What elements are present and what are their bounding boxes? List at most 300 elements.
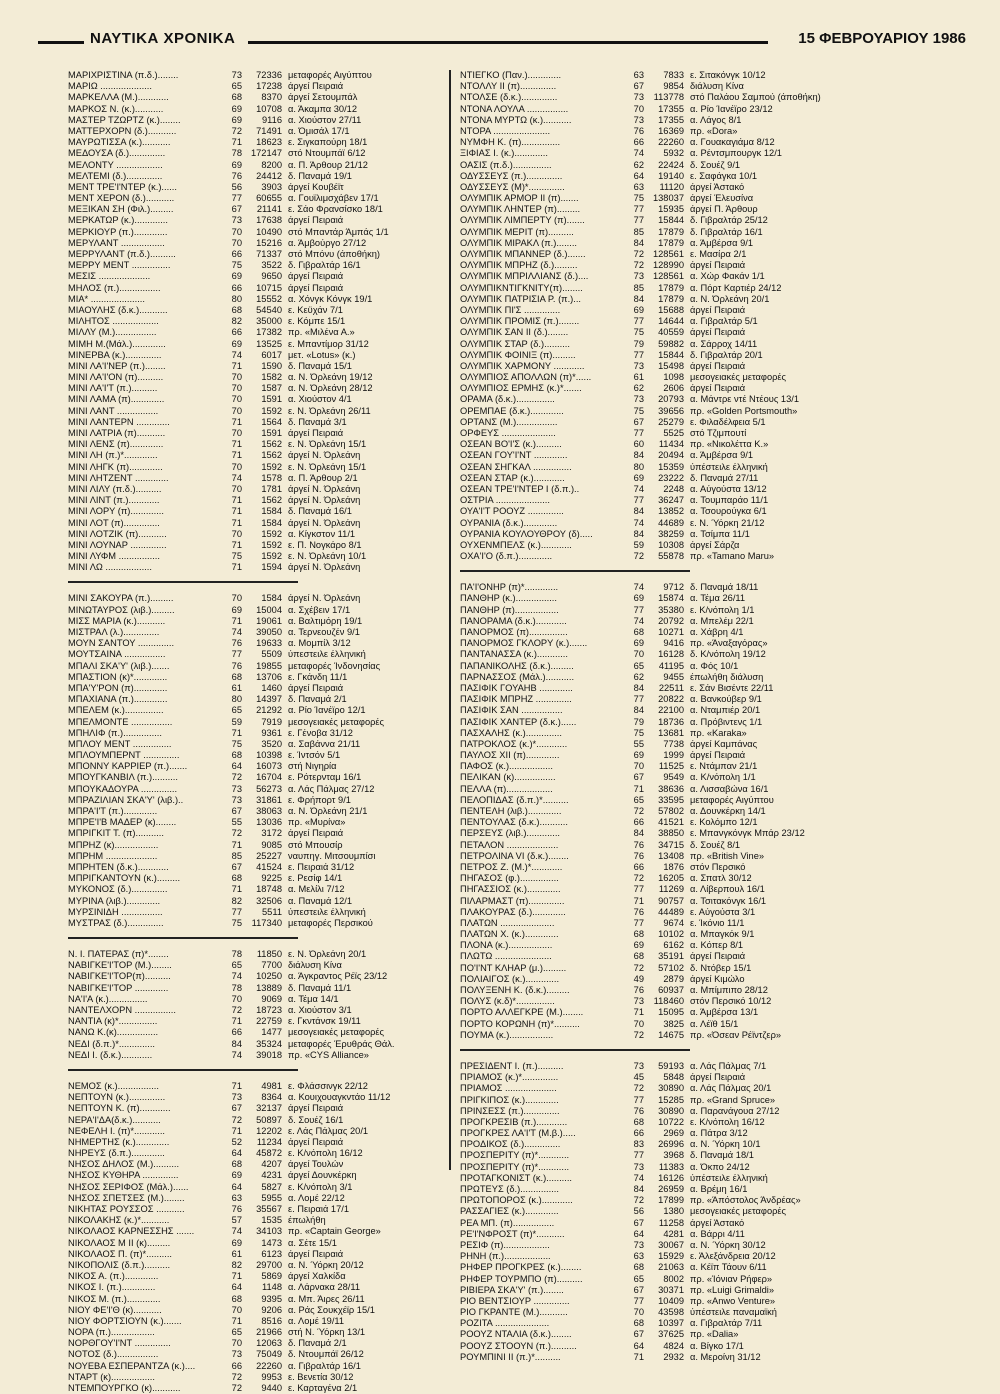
ship-status: άργεί Πειραιά [690, 260, 746, 271]
build-year: 62 [633, 383, 644, 394]
ship-name: ΠΡΙΑΜΟΣ (κ.)*.............. [460, 1072, 559, 1083]
tonnage: 44489 [658, 906, 684, 917]
ship-name: ΝΤΟΛΛΥ ΙΙ (π).............. [460, 81, 557, 92]
build-year: 67 [633, 416, 644, 427]
ship-status: μεταφορές Περσικού [288, 917, 373, 928]
build-year: 73 [231, 215, 242, 226]
build-year: 67 [231, 204, 242, 215]
ship-row [68, 1170, 468, 1181]
ship-row [68, 971, 468, 982]
ship-row [68, 1103, 468, 1114]
ship-status: ε. Ν. Όρλεάνη 26/11 [288, 405, 371, 416]
ship-row [460, 661, 870, 672]
ship-name: ΟΛΥΜΠΙΟΣ ΑΠΟΛΛΩΝ (π)*...... [460, 372, 592, 383]
ship-status: α. Γιβραλτάρ 16/1 [288, 1360, 361, 1371]
ship-row [460, 605, 870, 616]
tonnage: 1148 [262, 1282, 282, 1293]
build-year: 68 [633, 951, 644, 962]
tonnage: 10308 [658, 539, 684, 550]
tonnage: 5848 [663, 1072, 684, 1083]
build-year: 77 [633, 884, 644, 895]
ship-status: άργεί Πειραιά [288, 828, 344, 839]
ship-row [68, 672, 468, 683]
ship-status: άργεί Καμπάνας [690, 738, 758, 749]
ship-status: α. Πάτρα 3/12 [690, 1128, 748, 1139]
tonnage: 17355 [658, 114, 684, 125]
ship-row [460, 1007, 870, 1018]
ship-name: ΠΑΝΘΗΡ (π)................. [460, 604, 559, 615]
tonnage: 4207 [261, 1159, 282, 1170]
tonnage: 18623 [256, 137, 282, 148]
ship-status: άργεί Πειραιά [690, 1072, 746, 1083]
build-year: 71 [231, 1315, 242, 1326]
ship-status: α. Ν. Όρλεάνη 20/1 [690, 293, 770, 304]
ship-status: ε. Μπαντίμορ 31/12 [288, 338, 369, 349]
build-year: 68 [231, 304, 242, 315]
build-year: 85 [633, 226, 644, 237]
header-rule-mid [248, 41, 768, 44]
tonnage: 13036 [256, 817, 282, 828]
tonnage: 1584 [261, 506, 282, 517]
ship-status: έπωλήθη διάλυση [690, 671, 764, 682]
ship-row [68, 1182, 468, 1193]
ship-row [68, 394, 468, 405]
ship-status: α. Άμβέρσα 9/1 [690, 237, 753, 248]
tonnage: 1592 [261, 461, 282, 472]
tonnage: 8516 [261, 1315, 282, 1326]
build-year: 69 [231, 159, 242, 170]
build-year: 71 [231, 360, 242, 371]
build-year: 85 [633, 282, 644, 293]
ship-status: άργεί Πειραιά [288, 428, 344, 438]
build-year: 69 [633, 593, 644, 604]
ship-status: α. Μελίλι 7/12 [288, 884, 345, 895]
ship-status: α. Π. Άρθουρ 21/12 [288, 159, 368, 170]
ship-row [460, 918, 870, 929]
tonnage: 18736 [658, 716, 684, 727]
tonnage: 15004 [256, 604, 282, 615]
ship-row [460, 1296, 870, 1307]
tonnage: 38850 [658, 828, 684, 839]
tonnage: 9069 [261, 993, 282, 1004]
ship-row [460, 260, 870, 271]
ship-status: ε. Γκάνδη 11/1 [288, 671, 348, 682]
build-year: 75 [633, 727, 644, 738]
ship-row [68, 649, 468, 660]
ship-name: ΝΙΚΟΣ Ι. (π.)............. [68, 1282, 156, 1293]
build-year: 67 [231, 1103, 242, 1114]
build-year: 74 [231, 1049, 242, 1060]
ship-name: ΡΟΥΜΠΙΝΙ ΙΙ (π.)*.......... [460, 1351, 561, 1362]
tonnage: 44689 [658, 517, 684, 528]
tonnage: 71337 [256, 249, 282, 259]
ship-name: ΟΛΥΜΠΙΚ ΜΠΡΙΛΛΙΑΝΣ (δ.).... [460, 271, 589, 282]
ship-row [460, 1240, 870, 1251]
ship-row [460, 339, 870, 350]
build-year: 84 [633, 705, 644, 716]
ship-status: άργεί Άστακό [690, 181, 745, 192]
tonnage: 36247 [658, 495, 684, 506]
tonnage: 9206 [261, 1304, 282, 1315]
ship-status: στόν Περσικό [690, 861, 746, 872]
ship-name: ΟΛΥΜΠΙΚ ΠΙ'Σ .............. [460, 304, 561, 315]
build-year: 64 [231, 761, 242, 772]
tonnage: 9361 [261, 727, 282, 738]
ship-status: άργεί Πειραιά [288, 682, 344, 693]
tonnage: 2932 [663, 1351, 684, 1362]
ship-row [68, 529, 468, 540]
tonnage: 43598 [658, 1307, 684, 1318]
tonnage: 9225 [261, 873, 282, 884]
ship-name: ΜΙΝΙ ΛΟΡΥ (π)............. [68, 506, 164, 517]
ship-list-block [460, 582, 870, 1041]
ship-status: πρ. «Grand Spruce» [690, 1094, 776, 1105]
ship-row [460, 126, 870, 137]
ship-status: ε. Γκντάνσκ 19/11 [288, 1016, 361, 1027]
build-year: 70 [231, 461, 242, 472]
tonnage: 30371 [658, 1284, 684, 1295]
tonnage: 16205 [658, 873, 684, 884]
ship-name: ΝΤΙΕΓΚΟ (Παν.)............. [460, 70, 562, 80]
ship-status: α. Μπ. Άιρες 26/11 [288, 1293, 365, 1304]
tonnage: 1582 [261, 372, 282, 383]
tonnage: 50897 [256, 1114, 282, 1125]
ship-name: ΜΙΜΗ Μ.(Μάλ.)............. [68, 338, 166, 349]
ship-name: ΜΙΝΙ ΛΕΝΣ (π)............. [68, 439, 164, 450]
tonnage: 5525 [663, 428, 684, 438]
tonnage: 56273 [256, 783, 282, 794]
tonnage: 11850 [256, 949, 282, 960]
build-year: 71 [231, 506, 242, 517]
ship-name: ΟΣΕΑΝ ΒΟ'Ι'Σ (κ.).......... [460, 439, 562, 450]
ship-status: α. Τσίμπα 11/1 [690, 528, 750, 539]
ship-name: ΜΕΛΟΝΤΥ .................. [68, 159, 163, 170]
ship-name: ΜΕΡΚΙΟΥΡ (π.)............. [68, 226, 168, 237]
ship-name: ΜΕΡΚΑΤΩΡ (κ.)............. [68, 215, 168, 226]
ship-name: ΜΕΔΟΥΣΑ (δ.).............. [68, 148, 166, 159]
tonnage: 15216 [256, 237, 282, 248]
build-year: 79 [633, 338, 644, 349]
build-year: 77 [633, 917, 644, 928]
ship-name: ΝΙΚΟΛΑΚΗΣ (κ.)*........... [68, 1215, 170, 1226]
ship-name: ΜΑΡΙΧΡΙΣΤΙΝΑ (π.δ.)........ [68, 70, 179, 80]
ship-row [460, 806, 870, 817]
ship-name: ΠΙΛΑΡΜΑΣΤ (π).............. [460, 895, 565, 906]
tonnage: 15359 [658, 461, 684, 472]
ship-name: ΝΟΡΘΓΟΥ'Ι'ΝΤ .............. [68, 1338, 171, 1349]
tonnage: 72336 [256, 70, 282, 80]
ship-status: α. Παναμά 12/1 [288, 895, 353, 906]
tonnage: 10397 [658, 1318, 684, 1329]
build-year: 64 [231, 1181, 242, 1192]
ship-row [68, 851, 468, 862]
tonnage: 15874 [658, 593, 684, 604]
tonnage: 12063 [256, 1338, 282, 1349]
ship-name: ΠΡΟΣΠΕΡΙΤΥ (π)*............ [460, 1161, 570, 1172]
build-year: 68 [633, 1262, 644, 1273]
tonnage: 14397 [256, 694, 282, 705]
ship-row [68, 1039, 468, 1050]
ship-status: ε. Ρότερνταμ 16/1 [288, 772, 362, 783]
build-year: 76 [633, 1105, 644, 1116]
tonnage: 39656 [658, 405, 684, 416]
build-year: 71 [231, 539, 242, 550]
tonnage: 2969 [663, 1128, 684, 1139]
tonnage: 1781 [261, 483, 282, 494]
build-year: 84 [633, 1184, 644, 1194]
build-year: 71 [231, 137, 242, 148]
ship-status: άργεί Πειραιά [288, 81, 344, 92]
tonnage: 13408 [658, 850, 684, 861]
tonnage: 1587 [261, 383, 282, 394]
tonnage: 39018 [256, 1049, 282, 1060]
ship-row [68, 327, 468, 338]
ship-row [68, 1215, 468, 1226]
ship-status: άργεί Χαλκίδα [288, 1271, 346, 1282]
ship-name: ΜΠΡΙΓΚΙΤ Τ. (π)........... [68, 828, 164, 839]
ship-name: ΟΥΡΑΝΙΑ ΚΟΥΛΟΥΘΡΟΥ (δ)..... [460, 528, 593, 539]
ship-row [460, 1251, 870, 1262]
ship-name: ΜΥΚΟΝΟΣ (δ.).............. [68, 884, 168, 895]
ship-name: ΜΙΑΟΥΛΗΣ (δ.κ.)........... [68, 304, 168, 315]
ship-status: στό Παλάου Σαμπού (άποθήκη) [690, 92, 821, 103]
ship-status: πρ. «Anwo Venture» [690, 1295, 776, 1306]
tonnage: 2606 [663, 383, 684, 394]
build-year: 64 [231, 1148, 242, 1159]
ship-row [68, 728, 468, 739]
ship-status: α. Πόρτ Καρτιέρ 24/12 [690, 282, 782, 293]
ship-name: ΟΣΕΑΝ ΣΤΑΡ (κ.)............ [460, 472, 565, 483]
tonnage: 5509 [261, 649, 282, 660]
ship-status: ύπέστειλε έλληνική [690, 1172, 768, 1183]
ship-row [68, 551, 468, 562]
tonnage: 3522 [261, 260, 282, 271]
tonnage: 1592 [261, 539, 282, 550]
tonnage: 15498 [658, 360, 684, 371]
ship-name: ΠΡΙΝΣΕΣΣ (π.).............. [460, 1105, 560, 1116]
ship-status: μεταφορές Αιγύπτου [690, 794, 774, 805]
ship-status: α. Φός 10/1 [690, 660, 739, 671]
ship-name: ΠΡΟΤΑΓΚΟΝΙΣΤ (κ.).......... [460, 1172, 572, 1183]
tonnage: 19633 [256, 638, 282, 649]
right-column [460, 70, 870, 1363]
ship-status: δ. Κ/νόπολη 19/12 [690, 649, 766, 660]
ship-status: ναυπηγ. Μιτσουμπίσι [288, 850, 376, 861]
build-year: 75 [633, 327, 644, 338]
ship-name: ΠΕΤΡΟΛΙΝΑ VI (δ.κ.)........ [460, 850, 569, 861]
ship-status: ε. Κ/νόπολη 3/1 [288, 1181, 353, 1192]
ship-row [68, 215, 468, 226]
ship-name: ΠΑΥΛΟΣ XII (π)............. [460, 750, 560, 761]
tonnage: 9395 [261, 1293, 282, 1304]
build-year: 77 [231, 906, 242, 917]
ship-list-block [460, 1061, 870, 1363]
ship-row [460, 638, 870, 649]
tonnage: 7919 [261, 716, 282, 727]
ship-row [68, 705, 468, 716]
ship-status: α. Τουμπαράο 11/1 [690, 495, 769, 506]
build-year: 74 [231, 349, 242, 360]
ship-status: α. Χόνγκ Κόνγκ 19/1 [288, 293, 373, 304]
ship-name: ΟΥΧΕΝΜΠΕΛΣ (κ.)............ [460, 539, 572, 550]
ship-row [68, 1115, 468, 1126]
tonnage: 9440 [261, 1383, 282, 1393]
ship-name: ΠΕΛΟΠΙΔΑΣ (δ.π.)*.......... [460, 794, 569, 805]
tonnage: 30890 [658, 1083, 684, 1094]
ship-row [68, 638, 468, 649]
build-year: 71 [231, 615, 242, 626]
ship-row [460, 115, 870, 126]
ship-name: ΜΙΛΗΤΟΣ .................. [68, 316, 159, 327]
ship-row [68, 627, 468, 638]
tonnage: 9116 [262, 114, 282, 125]
ship-row [460, 439, 870, 450]
ship-status: α. Άγκραντος Ρέϊς 23/12 [288, 971, 388, 982]
ship-status: α. Χιούστον 3/1 [288, 1005, 352, 1015]
ship-row [460, 361, 870, 372]
tonnage: 38259 [658, 528, 684, 539]
ship-status: ε. Ν. Όρλεάνη 10/1 [288, 551, 367, 562]
build-year: 72 [231, 1005, 242, 1015]
ship-row [460, 761, 870, 772]
tonnage: 11383 [658, 1161, 684, 1172]
ship-status: πρ. «British Vine» [690, 850, 765, 861]
tonnage: 22424 [658, 159, 684, 170]
tonnage: 16704 [256, 772, 282, 783]
build-year: 69 [231, 338, 242, 349]
ship-name: ΡΙΟ ΒΕΝΤΣΙΟΥΡ .............. [460, 1295, 570, 1306]
ship-row [460, 1206, 870, 1217]
tonnage: 128990 [652, 260, 684, 271]
ship-row [460, 294, 870, 305]
ship-row [460, 551, 870, 562]
ship-name: ΟΛΥΜΠΙΚ ΜΕΡΙΤ (π).......... [460, 226, 574, 237]
build-year: 74 [633, 582, 644, 593]
build-year: 80 [633, 461, 644, 472]
ship-status: α. Κόπερ 8/1 [690, 940, 744, 951]
ship-status: άργεί Ν. Όρλεάνη [288, 593, 361, 604]
ship-row [460, 406, 870, 417]
ship-row [460, 739, 870, 750]
build-year: 72 [633, 260, 644, 271]
tonnage: 10722 [658, 1116, 684, 1127]
tonnage: 12202 [256, 1125, 282, 1136]
ship-name: ΟΛΥΜΠΙΚ ΠΡΟΜΙΣ (π.)........ [460, 316, 580, 327]
ship-name: ΠΡΙΓΚΙΠΟΣ (κ.)............. [460, 1094, 559, 1105]
tonnage: 55878 [658, 551, 684, 562]
ship-status: πρ. «Dalia» [690, 1329, 739, 1340]
ship-name: ΜΠΑΛΙ ΣΚΑ'Υ' (λιβ.)....... [68, 660, 170, 671]
ship-row [460, 473, 870, 484]
ship-row [68, 450, 468, 461]
build-year: 70 [633, 1307, 644, 1318]
build-year: 72 [231, 125, 242, 136]
build-year: 73 [231, 783, 242, 794]
ship-status: άργεί Πειραιά [690, 360, 746, 371]
ship-row [460, 428, 870, 439]
ship-row [68, 683, 468, 694]
ship-row [460, 1195, 870, 1206]
build-year: 77 [231, 649, 242, 660]
ship-name: ΝΤΟΛΣΕ (δ.κ.).............. [460, 92, 558, 103]
ship-status: άργεί Ν. Όρλεάνη [288, 450, 361, 461]
build-year: 67 [633, 1329, 644, 1340]
tonnage: 9549 [663, 772, 684, 783]
tonnage: 117340 [251, 917, 282, 928]
ship-name: ΜΕΛΤΕΜΙ (δ.).............. [68, 170, 163, 181]
ship-row [460, 450, 870, 461]
build-year: 69 [633, 472, 644, 483]
ship-status: στή Νιγηρία [288, 761, 337, 772]
tonnage: 7833 [663, 70, 684, 80]
tonnage: 5869 [261, 1271, 282, 1282]
tonnage: 17879 [658, 293, 684, 304]
ship-name: ΠΑ'Ι'ΟΝΗΡ (π)*............. [460, 582, 559, 593]
ship-row [460, 171, 870, 182]
ship-row [68, 70, 468, 81]
build-year: 72 [231, 828, 242, 839]
ship-name: ΠΑΣΧΑΛΗΣ (κ.).............. [460, 727, 562, 738]
tonnage: 54540 [256, 304, 282, 315]
tonnage: 16128 [658, 649, 684, 660]
ship-row [68, 784, 468, 795]
left-column [68, 70, 468, 1394]
build-year: 72 [633, 551, 644, 562]
ship-name: ΝΙΟΥ ΦΕ'Ι'Θ (κ)........... [68, 1304, 162, 1315]
build-year: 59 [231, 716, 242, 727]
build-year: 84 [633, 293, 644, 304]
tonnage: 6017 [261, 349, 282, 360]
ship-row [460, 484, 870, 495]
ship-name: ΠΡΙΑΜΟΣ .................... [460, 1083, 557, 1094]
tonnage: 10409 [658, 1295, 684, 1306]
tonnage: 1876 [663, 861, 684, 872]
ship-row [68, 171, 468, 182]
tonnage: 17879 [658, 282, 684, 293]
ship-status: μεταφορές Έρυθράς Θάλ. [288, 1038, 395, 1049]
ship-status: α. Μομπίλ 3/12 [288, 638, 351, 649]
ship-status: ε. Μασίρα 2/1 [690, 249, 747, 259]
build-year: 82 [231, 895, 242, 906]
ship-status: α. Χώρ Φακάν 1/1 [690, 271, 765, 282]
ship-status: άργεί Κιμώλο [690, 973, 745, 984]
ship-row [460, 529, 870, 540]
build-year: 65 [633, 1273, 644, 1284]
ship-name: ΜΠΛΟΥΜΠΕΡΝΤ .............. [68, 750, 180, 761]
ship-name: ΟΡΤΑΝΣ (Μ.)................ [460, 416, 558, 427]
ship-status: άργεί Πειραιά [288, 271, 344, 282]
ship-status: α. Γιβραλτάρ 7/11 [690, 1318, 763, 1329]
ship-name: ΠΑΣΙΦΙΚ ΓΟΥΑΗΒ ............. [460, 682, 573, 693]
build-year: 76 [231, 638, 242, 649]
ship-name: ΡΙΒΙΕΡΑ ΣΚΑ'Υ' (π.)........ [460, 1284, 564, 1295]
ship-row [68, 907, 468, 918]
build-year: 68 [231, 1293, 242, 1304]
ship-status: ε. Φρήπορτ 9/1 [288, 794, 351, 805]
build-year: 73 [633, 394, 644, 405]
ship-row [460, 1184, 870, 1195]
ship-name: ΠΑΦΟΣ (κ.)................. [460, 761, 553, 772]
tonnage: 15844 [658, 349, 684, 360]
build-year: 84 [633, 506, 644, 517]
ship-name: ΠΑΝΟΡΜΟΣ (π)............... [460, 627, 568, 637]
ship-status: α. Σαβάννα 21/11 [288, 738, 361, 749]
ship-row [68, 1016, 468, 1027]
ship-name: ΜΕΝΤ ΤΡΕ'Ι'ΝΤΕΡ (κ.)...... [68, 181, 177, 192]
ship-row [460, 160, 870, 171]
tonnage: 38636 [658, 783, 684, 794]
ship-status: α. Τέμα 14/1 [288, 993, 339, 1004]
